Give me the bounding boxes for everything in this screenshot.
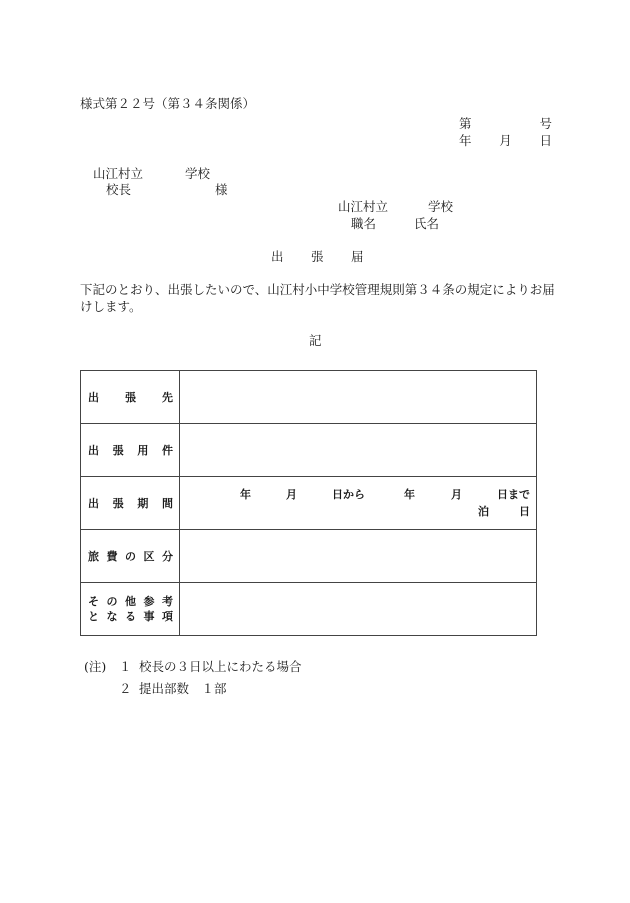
label-char: 件: [161, 443, 173, 457]
addressee-school-label: 学校: [185, 166, 211, 181]
period-month-to: 月: [451, 487, 462, 501]
label-char: 間: [161, 496, 173, 510]
date-year: 年: [459, 133, 472, 148]
label-char: る: [125, 610, 136, 623]
label-other-notes: [81, 583, 180, 636]
label-char: 用: [137, 443, 149, 457]
form-number: 様式第２２号（第３４条関係）: [80, 96, 256, 111]
label-char: そ: [88, 595, 99, 608]
label-char: の: [106, 595, 118, 608]
label-char: 旅: [88, 549, 99, 563]
note-lead: (注): [84, 659, 107, 674]
sender-school: [338, 199, 453, 215]
addressee-village: 山江村立: [93, 166, 144, 181]
period-days: 日: [519, 504, 530, 518]
label-char: の: [125, 549, 136, 563]
table-row: [81, 530, 537, 583]
note-number: １: [119, 659, 132, 674]
label-char: 事: [143, 610, 155, 623]
label-char: 出: [88, 390, 99, 404]
table-row: [81, 424, 537, 477]
other-notes-field[interactable]: [180, 583, 537, 636]
label-char: 出: [88, 443, 99, 457]
note-number: ２: [119, 681, 132, 696]
addressee-school: [93, 166, 210, 182]
label-char: 項: [162, 610, 173, 623]
note-text: 提出部数 １部: [139, 681, 227, 696]
table-row: [81, 583, 537, 636]
period-day-from: 日から: [332, 487, 365, 501]
addressee-honorific: 様: [215, 182, 228, 197]
sender-name: [351, 216, 439, 232]
label-char: と: [88, 610, 99, 623]
destination-field[interactable]: [180, 371, 537, 424]
label-purpose: [81, 424, 180, 477]
label-char: な: [106, 610, 118, 623]
body-text: 下記のとおり、出張したいので、山江村小中学校管理規則第３４条の規定によりお届けします。: [80, 282, 555, 314]
label-char: 出: [88, 496, 99, 510]
label-char: 区: [143, 549, 155, 563]
addressee-principal-label: 校長: [106, 182, 132, 197]
trip-form-table: [80, 370, 537, 636]
note-text: 校長の３日以上にわたる場合: [139, 659, 302, 674]
label-char: 張: [112, 496, 124, 510]
doc-no-prefix: 第: [459, 116, 472, 131]
title-char: 届: [351, 249, 364, 264]
note-2: [119, 681, 227, 697]
period-range: [186, 488, 530, 502]
period-day-to: 日まで: [497, 487, 530, 501]
label-char: 費: [106, 549, 118, 563]
period-year-to: 年: [404, 487, 415, 501]
document-number: [459, 116, 552, 132]
label-char: 期: [137, 496, 149, 510]
document-title: [271, 249, 391, 265]
period-duration: [186, 505, 530, 519]
label-travel-expense: [81, 530, 180, 583]
label-char: 分: [162, 549, 173, 563]
period-field[interactable]: [180, 477, 537, 530]
date-day: 日: [539, 133, 552, 148]
label-char: 他: [125, 595, 136, 608]
label-char: 張: [112, 443, 124, 457]
sender-name-label: 氏名: [414, 216, 440, 231]
label-period: [81, 477, 180, 530]
label-char: 参: [143, 595, 155, 608]
label-char: 張: [125, 390, 136, 404]
date-month: 月: [499, 133, 512, 148]
purpose-field[interactable]: [180, 424, 537, 477]
table-row: [81, 371, 537, 424]
label-char: 先: [162, 390, 173, 404]
ki-heading: 記: [309, 333, 322, 348]
addressee-principal: [106, 182, 228, 198]
doc-no-suffix: 号: [539, 116, 552, 131]
sender-village: 山江村立: [338, 199, 389, 214]
period-year-from: 年: [240, 487, 251, 501]
sender-school-label: 学校: [428, 199, 454, 214]
period-month-from: 月: [286, 487, 297, 501]
document-date: [459, 133, 552, 149]
title-char: 出: [271, 249, 284, 264]
travel-expense-field[interactable]: [180, 530, 537, 583]
table-row: [81, 477, 537, 530]
title-char: 張: [311, 249, 324, 264]
period-nights: 泊: [478, 504, 489, 518]
sender-position: 職名: [351, 216, 377, 231]
note-1: [84, 659, 302, 675]
label-destination: [81, 371, 180, 424]
label-char: 考: [162, 595, 173, 608]
